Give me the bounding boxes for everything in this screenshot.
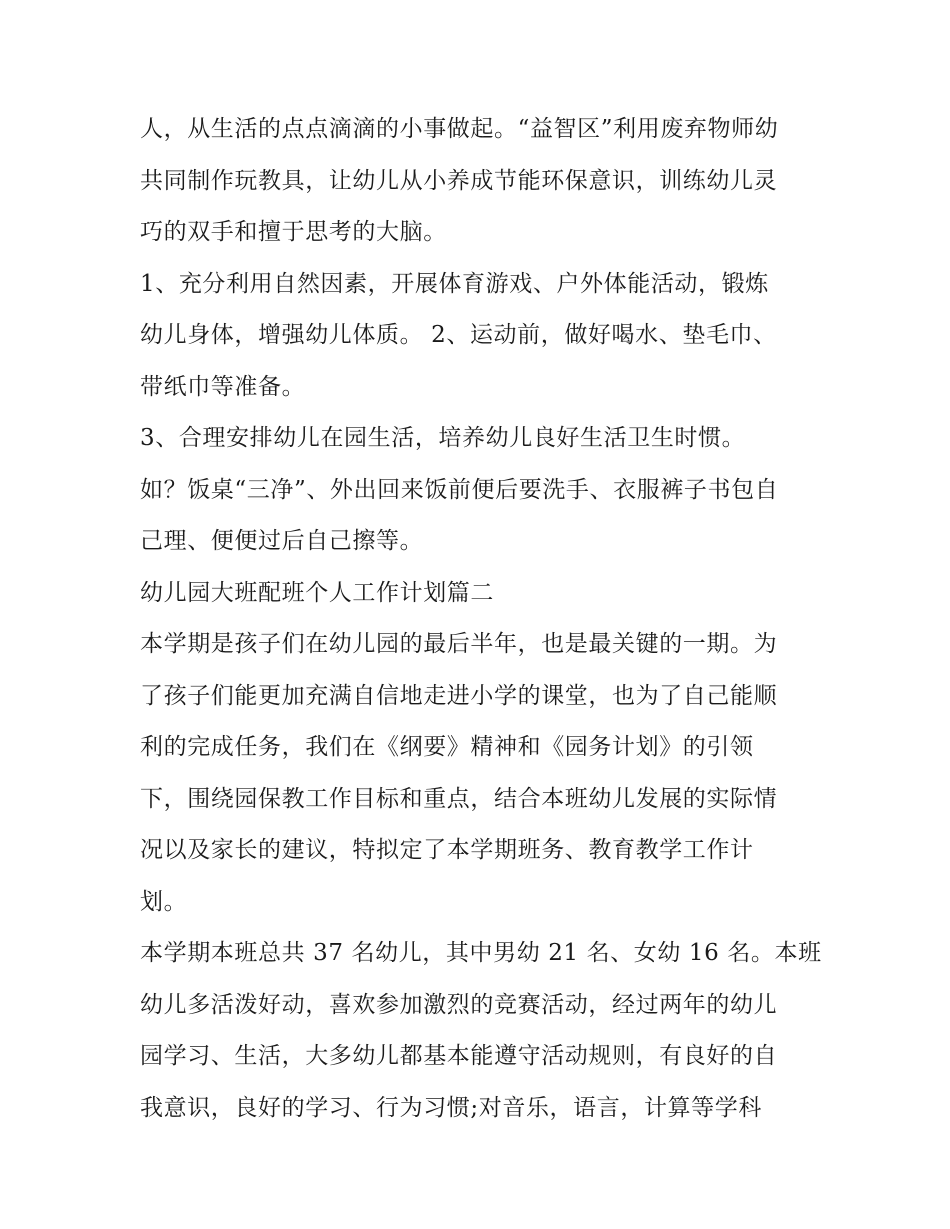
text-line: 共同制作玩教具，让幼儿从小养成节能环保意识，训练幼儿灵: [140, 167, 778, 194]
list-item-3: 3、合理安排幼儿在园生活，培养幼儿良好生活卫生时惯。: [140, 425, 746, 451]
text-line: 了孩子们能更加充满自信地走进小学的课堂，也为了自己能顺: [140, 682, 778, 709]
text-line: 幼儿多活泼好动，喜欢参加激烈的竞赛活动，经过两年的幼儿: [140, 991, 778, 1018]
text-line: 本学期是孩子们在幼儿园的最后半年，也是最关键的一期。为: [140, 631, 778, 657]
section-heading: 幼儿园大班配班个人工作计划篇二: [140, 579, 494, 606]
text-line: 况以及家长的建议，特拟定了本学期班务、教育教学工作计: [140, 837, 754, 863]
text-line: 我意识，良好的学习、行为习惯;对音乐，语言，计算等学科: [140, 1094, 762, 1121]
text-line: 利的完成任务，我们在《纲要》精神和《园务计划》的引领: [140, 734, 754, 760]
text-line: 如？饭桌“三净”、外出回来饭前便后要洗手、衣服裤子书包自: [140, 476, 779, 503]
document-body: [140, 104, 830, 1134]
text-line: 带纸巾等准备。: [140, 373, 306, 400]
text-line: 人，从生活的点点滴滴的小事做起。“益智区”利用废弃物师幼: [140, 116, 779, 142]
text-line: 下，围绕园保教工作目标和重点，结合本班幼儿发展的实际情: [140, 785, 778, 812]
text-line: 园学习、生活，大多幼儿都基本能遵守活动规则，有良好的自: [140, 1043, 778, 1069]
text-line: 划。: [140, 888, 188, 915]
list-item-1: 1、充分利用自然因素，开展体育游戏、户外体能活动，锻炼: [140, 270, 769, 297]
text-line: 本学期本班总共 37 名幼儿，其中男幼 21 名、女幼 16 名。本班: [140, 940, 822, 966]
text-line: 己理、便便过后自己擦等。: [140, 528, 424, 554]
text-line: 幼儿身体，增强幼儿体质。 2、运动前，做好喝水、垫毛巾、: [140, 322, 777, 348]
text-line: 巧的双手和擅于思考的大脑。: [140, 219, 447, 245]
